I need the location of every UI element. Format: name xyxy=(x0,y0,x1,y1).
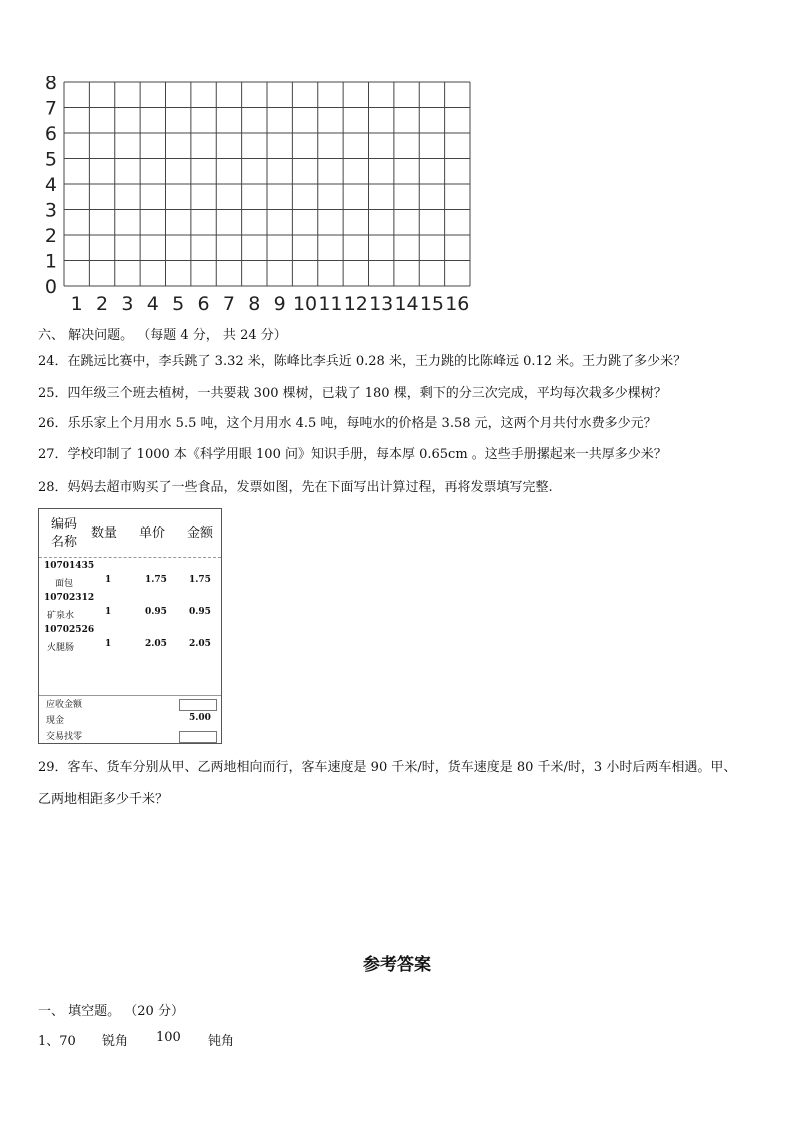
receipt-change-box[interactable] xyxy=(179,731,217,743)
receipt-cash-label: 现金 xyxy=(46,716,65,726)
receipt-item-code: 10702526 xyxy=(44,625,95,635)
receipt-item-qty: 1 xyxy=(105,607,112,617)
question-28: 28．妈妈去超市购买了一些食品，发票如图，先在下面写出计算过程，再将发票填写完整. xyxy=(38,480,553,495)
receipt-header-divider xyxy=(39,557,221,558)
receipt-item-qty: 1 xyxy=(105,575,112,585)
receipt-item-amount: 0.95 xyxy=(189,607,211,617)
x-tick-label: 5 xyxy=(172,293,185,315)
x-tick-label: 11 xyxy=(318,293,343,315)
y-tick-label: 2 xyxy=(44,225,57,247)
y-tick-label: 3 xyxy=(44,199,57,222)
question-29-line1: 29．客车、货车分别从甲、乙两地相向而行，客车速度是 90 千米/时，货车速度是 80 千米/时，3 小时后两车相遇。甲、 xyxy=(38,760,737,775)
x-tick-label: 7 xyxy=(222,293,235,315)
y-tick-label: 7 xyxy=(44,97,57,120)
receipt-item-price: 1.75 xyxy=(145,575,167,585)
receipt-item-name: 面包 xyxy=(55,579,74,589)
receipt-cash-value: 5.00 xyxy=(189,713,211,723)
x-tick-label: 9 xyxy=(273,293,286,315)
receipt-footer-divider xyxy=(39,695,221,696)
coordinate-grid xyxy=(40,76,490,320)
x-tick-label: 6 xyxy=(197,293,210,315)
receipt-receivable-label: 应收金额 xyxy=(46,700,83,710)
x-tick-label: 13 xyxy=(369,293,394,315)
y-tick-label: 8 xyxy=(44,76,57,94)
grid-svg xyxy=(40,76,490,320)
x-tick-label: 4 xyxy=(146,293,159,315)
x-tick-label: 12 xyxy=(343,293,368,315)
receipt-header-name: 名称 xyxy=(51,535,78,550)
question-29-line2: 乙两地相距多少千米？ xyxy=(38,792,169,807)
receipt-item-price: 2.05 xyxy=(145,639,167,649)
receipt-header xyxy=(39,509,221,555)
receipt-change-label: 交易找零 xyxy=(46,732,83,742)
answer-1-term-3: 钝角 xyxy=(208,1034,235,1049)
receipt-item-qty: 1 xyxy=(105,639,112,649)
y-tick-label: 1 xyxy=(44,250,57,273)
x-tick-label: 14 xyxy=(394,293,419,315)
y-tick-label: 0 xyxy=(44,276,57,298)
question-24: 24．在跳远比赛中，李兵跳了 3.32 米，陈峰比李兵近 0.28 米，王力跳的比陈峰远 0.12 米。王力跳了多少米？ xyxy=(38,354,687,369)
x-tick-label: 10 xyxy=(292,293,318,315)
receipt xyxy=(38,508,222,744)
y-tick-label: 6 xyxy=(44,123,57,145)
receipt-header-amount: 金额 xyxy=(187,526,214,541)
receipt-receivable-box[interactable] xyxy=(179,699,217,711)
answer-1-term-2: 100 xyxy=(156,1030,181,1045)
question-25: 25．四年级三个班去植树，一共要栽 300 棵树，已栽了 180 棵，剩下的分三次完成，平均每次栽多少棵树？ xyxy=(38,386,667,401)
answers-section-1-heading: 一、 填空题。 （20 分） xyxy=(38,1004,184,1019)
x-tick-label: 15 xyxy=(419,293,445,315)
receipt-item-price: 0.95 xyxy=(145,607,167,617)
x-tick-label: 16 xyxy=(445,293,470,315)
y-tick-label: 5 xyxy=(44,148,57,171)
receipt-header-qty: 数量 xyxy=(91,526,118,541)
receipt-item-code: 10702312 xyxy=(44,593,95,603)
receipt-item-amount: 2.05 xyxy=(189,639,211,649)
x-tick-label: 8 xyxy=(248,293,261,315)
x-tick-label: 3 xyxy=(121,293,134,315)
answer-1-number: 1、70 xyxy=(38,1034,76,1049)
receipt-item-amount: 1.75 xyxy=(189,575,211,585)
answer-1-term-1: 锐角 xyxy=(102,1034,129,1049)
section-6-heading: 六、 解决问题。 （每题 4 分， 共 24 分） xyxy=(38,328,287,343)
question-26: 26．乐乐家上个月用水 5.5 吨，这个月用水 4.5 吨，每吨水的价格是 3.58 元，这两个月共付水费多少元？ xyxy=(38,416,657,431)
x-tick-label: 1 xyxy=(70,293,83,315)
receipt-header-price: 单价 xyxy=(139,526,166,541)
receipt-item-code: 10701435 xyxy=(44,561,95,571)
y-tick-label: 4 xyxy=(44,174,57,196)
answers-title: 参考答案 xyxy=(363,955,431,975)
receipt-item-name: 火腿肠 xyxy=(47,643,75,653)
question-27: 27．学校印制了 1000 本《科学用眼 100 问》知识手册，每本厚 0.65cm 。这些手册摞起来一共厚多少米？ xyxy=(38,447,667,462)
receipt-item-name: 矿泉水 xyxy=(47,611,75,621)
x-tick-label: 2 xyxy=(96,293,109,315)
receipt-header-code: 编码 xyxy=(51,517,78,532)
